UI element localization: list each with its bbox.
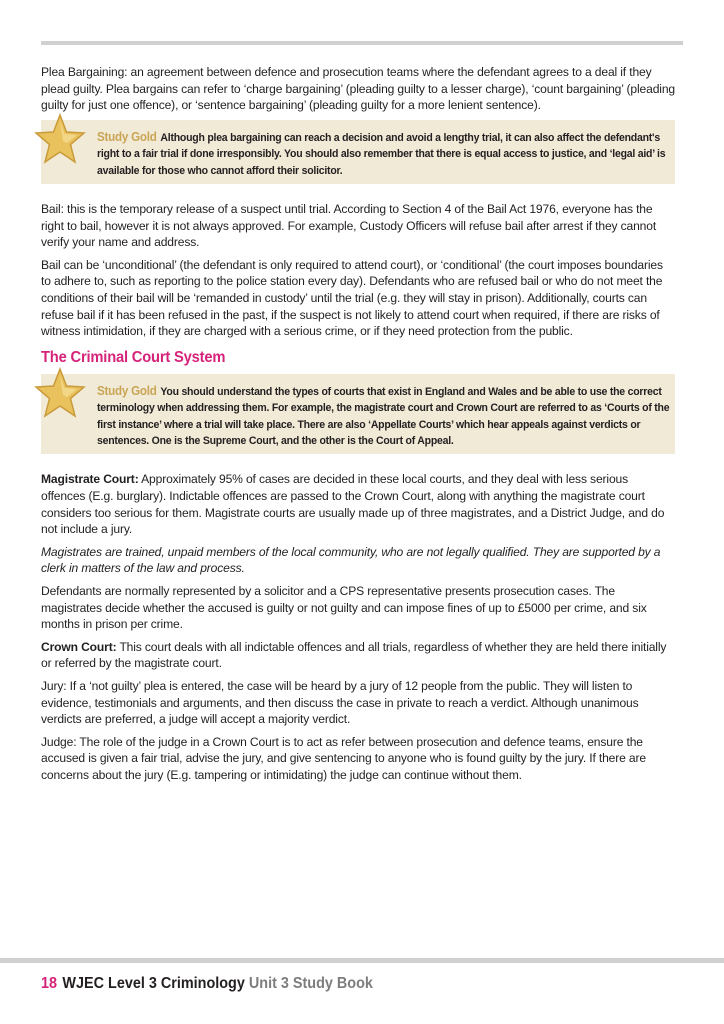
magistrates-note: Magistrates are trained, unpaid members of the local community, who are not legally qualified. They are supported by a clerk in matters of the law and process.	[41, 544, 661, 576]
magistrate-court-label: Magistrate Court:	[41, 472, 139, 487]
bottom-rule	[0, 958, 724, 963]
top-rule	[41, 41, 683, 45]
jury-paragraph: Jury: If a ‘not guilty’ plea is entered, the case will be heard by a jury of 12 people from the public. They will listen to evidence, testimonials and arguments, and then discuss the case in private to reach a verdict. Although unanimous verdicts are preferred, a judge will accept a majority verdict.	[41, 678, 639, 727]
bail-conditions-paragraph: Bail can be ‘unconditional’ (the defendant is only required to attend court), or ‘conditional’ (the court imposes boundaries to adhere to, such as reporting to the police station every day). Defendants who are refused bail or who do not meet the conditions of their bail will be ‘remanded in custody’ until the trial (e.g. they will stay in prison). Additionally, courts can refuse bail if it has been refused in the past, if the suspect is not likely to attend court when required, if there are risks of witness intimidation, if they are charged with a serious crime, or if they need protection from the public.	[41, 257, 663, 339]
footer-title: WJEC Level 3 Criminology	[62, 975, 245, 992]
gold-star-icon	[32, 366, 88, 422]
bail-paragraph: Bail: this is the temporary release of a suspect until trial. According to Section 4 of the Bail Act 1976, everyone has the right to bail, however it is not always approved. For example, Custody Officers will refuse bail after arrest if they cannot verify your name and address.	[41, 202, 657, 250]
magistrate-court-paragraph	[41, 471, 675, 537]
page-footer	[41, 975, 373, 993]
study-gold-label: Study Gold	[97, 129, 157, 144]
page-content	[41, 64, 675, 789]
section-heading: The Criminal Court System	[41, 348, 226, 366]
study-gold-tip-courts	[41, 374, 675, 455]
study-gold-text: Although plea bargaining can reach a decision and avoid a lengthy trial, it can also affect the defendant's right to a fair trial if done irresponsibly. You should also remember that there is equal access to justice, and ‘legal aid’ is available for those who cannot afford their solicitor.	[97, 131, 666, 177]
defendants-paragraph: Defendants are normally represented by a solicitor and a CPS representative presents prosecution cases. The magistrates decide whether the accused is guilty or not guilty and can impose fines of up to £5000 per crime, and six months in prison per crime.	[41, 583, 647, 632]
crown-court-text: This court deals with all indictable offences and all trials, regardless of whether they are held there initially or referred by the magistrate court.	[41, 639, 667, 671]
plea-bargaining-paragraph: Plea Bargaining: an agreement between defence and prosecution teams where the defendant agrees to a deal if they plead guilty. Plea bargains can refer to ‘charge bargaining’ (pleading guilty to a lesser charge), ‘count bargaining’ (pleading guilty for just one offence), or ‘sentence bargaining’ (pleading guilty for a more lenient sentence).	[41, 65, 675, 113]
study-gold-label: Study Gold	[97, 383, 157, 398]
study-gold-text: You should understand the types of courts that exist in England and Wales and be able to use the correct terminology when addressing them. For example, the magistrate court and Crown Court are referred to as ‘Courts of the first instance’ where a trial will take place. There are also ‘Appellate Courts’ which hear appeals against verdicts or sentences. One is the Supreme Court, and the other is the Court of Appeal.	[97, 385, 670, 447]
study-gold-tip-plea	[41, 120, 675, 184]
crown-court-paragraph	[41, 639, 675, 672]
crown-court-label: Crown Court:	[41, 639, 117, 654]
judge-paragraph: Judge: The role of the judge in a Crown Court is to act as refer between prosecution and defence teams, ensure the accused is given a fair trial, advise the jury, and give sentencing to anyone who is found guilty by the jury. If there are concerns about the jury (E.g. tampering or intimidating) the judge can continue without them.	[41, 734, 646, 782]
footer-subtitle: Unit 3 Study Book	[248, 975, 373, 992]
magistrate-court-text: Approximately 95% of cases are decided in these local courts, and they deal with less serious offences (E.g. burglary). Indictable offences are passed to the Crown Court, along with anything the magistrate court considers too serious for them. Magistrate courts are usually made up of three magistrates, and a District Judge, and do not include a jury.	[41, 472, 665, 537]
page-number: 18	[41, 975, 58, 992]
gold-star-icon	[32, 112, 88, 168]
